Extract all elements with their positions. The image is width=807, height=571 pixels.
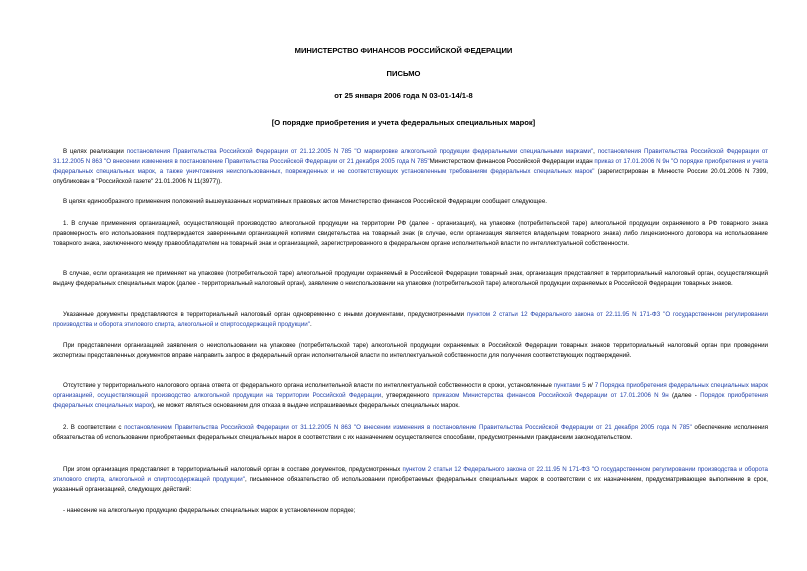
text: Отсутствие у территориального налогового органа ответа от федерального органа исполнительной власти по интеллектуальной собственности в сроки, установленные [63,382,554,389]
text: Указанные документы представляются в территориальный налоговый орган одновременно с иными документами, предусмотренными [63,311,467,318]
document-type: ПИСЬМО [386,69,421,78]
paragraph-item-2 [53,423,768,443]
text: (зарегистрирован в Минюсте России 20.01.2006 N 7399, опубликован в "Российской газете" 21.01.2006 N 11(3977)). [53,167,768,185]
text: В случае, если организация не применяет на упаковке (потребительской таре) алкогольной продукции охраняемый в Российской Федерации товарный знак, организация представляет в территориальный налоговый орган, осуществляющий выдачу федеральных специальных марок (далее - территориальный налоговый орган), заявление о неиспользовании на упаковке (потребительской таре) алкогольной продукции охраняемых в Российской Федерации товарных знаков. [53,270,768,287]
text: , письменное обязательство об использовании приобретаемых федеральных специальных марок в соответствии с их назначением, предусматривающее выполнение в срок, указанный организацией, следующих действий: [53,475,768,493]
paragraph-expertise [53,341,768,361]
paragraph-documents [53,310,768,330]
paragraph-intro [53,147,768,187]
text: - нанесение на алкогольную продукцию федеральных специальных марок в установленном порядке; [63,507,356,514]
paragraph-no-response [53,381,768,411]
text: В целях реализации [63,148,127,155]
text: 1. В случае применения организацией, осуществляющей производство алкогольной продукции на территории РФ (далее - организация), на упаковке (потребительской таре) алкогольной продукции охраняемого в РФ товарного знака правомерность его использования подтверждается заверенными организацией копиями свидетельства на товарный знак (в случае, если организация является владельцем товарного знака) либо лицензионного договора на использование товарного знака, заключенного между правообладателем на товарный знак и организацией, зарегистрированного в федеральном органе исполнительной власти по интеллектуальной собственности. [53,220,768,247]
text: При представлении организацией заявления о неиспользовании на упаковке (потребительской таре) алкогольной продукции охраняемых в Российской Федерации товарных знаков территориальный налоговый орган при проведении экспертизы представленных документов вправе направить запрос в федеральный орган исполнительной власти по интеллектуальной собственности для получения соответствующих подтверждений. [53,342,768,359]
link-procedure[interactable]: Порядок приобретения федеральных специальных марок [53,391,769,409]
text: и/ [585,382,595,389]
text: Министерством финансов Российской Федерации издан [429,157,595,165]
list-item-marking [53,506,768,516]
text: При этом организация представляет в территориальный налоговый орган в составе документов, предусмотренных [63,466,403,473]
text: , [593,148,598,155]
paragraph-item-1 [53,219,768,249]
paragraph-purpose [53,197,768,207]
paragraph-obligation [53,465,768,495]
text: (далее - [668,391,701,399]
link-resolution-863[interactable]: постановления Правительства Российской Федерации от 31.12.2005 N 863 "О внесении изменения в постановление Правительства Российской Федерации от 21 декабря 2005 года N 785" [53,148,768,165]
link-resolution-863[interactable]: постановлением Правительства Российской Федерации от 31.12.2005 N 863 "О внесении изменения в постановление Правительства Российской Федерации от 21 декабря 2005 года N 785" [124,424,692,431]
text: обеспечение исполнения обязательства об использовании приобретаемых федеральных специальных марок в соответствии с их назначением осуществляется способами, предусмотренными гражданским законодательством. [53,424,768,441]
link-point-5[interactable]: пунктами 5 [553,382,586,389]
link-order-9n[interactable]: приказом Министерства финансов Российской Федерации от 17.01.2006 N 9н [432,391,669,399]
link-order-9n[interactable]: приказ от 17.01.2006 N 9н "О порядке приобретения и учета федеральных специальных марок, а также уничтожения неиспользованных, поврежденных и не соответствующих установленным требованиям федеральных специальных марок" [53,157,768,175]
document-date-number: от 25 января 2006 года N 03-01-14/1-8 [334,91,473,100]
ministry-title: МИНИСТЕРСТВО ФИНАНСОВ РОССИЙСКОЙ ФЕДЕРАЦИИ [294,46,513,55]
text: 2. В соответствии с [63,424,125,431]
text: . [309,320,312,328]
link-law-171fz[interactable]: пунктом 2 статьи 12 Федерального закона от 22.11.95 N 171-ФЗ "О государственном регулировании производства и оборота этилового спирта, алкогольной и спиртосодержащей продукции" [53,311,769,328]
text: ), не может являться основанием для отказа в выдаче испрашиваемых федеральных специальных марок. [151,401,460,409]
link-law-171fz[interactable]: пунктом 2 статьи 12 Федерального закона от 22.11.95 N 171-ФЗ "О государственном регулировании производства и оборота этилового спирта, алкогольной и спиртосодержащей продукции" [53,466,768,483]
paragraph-no-trademark [53,269,768,289]
text: В целях единообразного применения положений вышеуказанных нормативных правовых актов Министерство финансов Российской Федерации сообщает следующее. [63,198,547,205]
text: , утвержденного [381,391,433,399]
link-procedure-point-7[interactable]: 7 Порядка приобретения федеральных специальных марок организацией, осуществляющей производство алкогольной продукции на территории Российской Федерации [53,382,768,399]
link-resolution-785[interactable]: постановления Правительства Российской Федерации от 21.12.2005 N 785 "О маркировке алкогольной продукции федеральными специальными марками" [126,148,594,155]
document-subject: [О порядке приобретения и учета федеральных специальных марок] [271,118,536,127]
